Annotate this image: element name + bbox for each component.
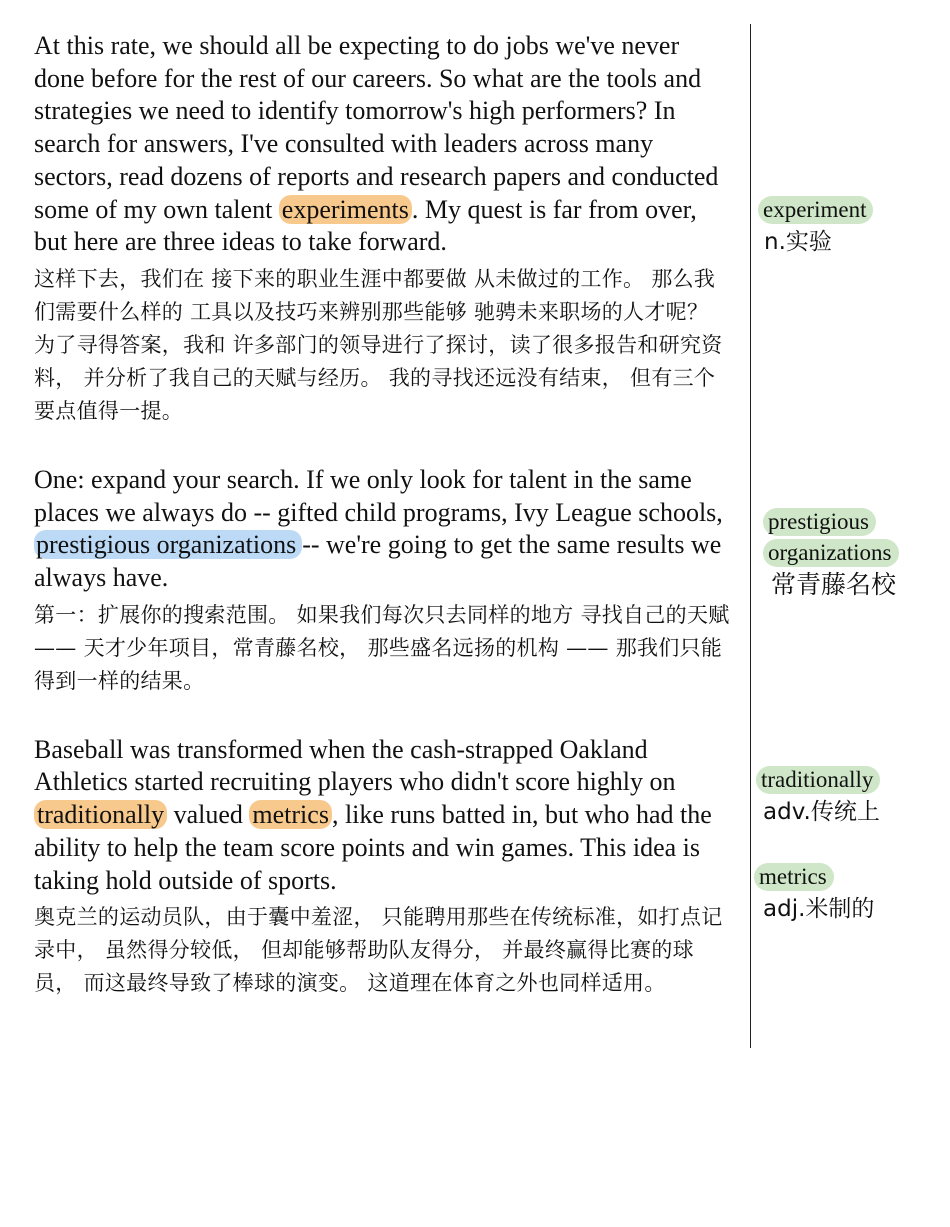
gloss-word-metrics[interactable]: metrics: [754, 863, 834, 891]
gloss-word-experiment[interactable]: experiment: [758, 196, 873, 224]
gloss-def-experiment: n.实验: [764, 229, 832, 255]
highlight-prestigious-organizations[interactable]: prestigious organizations: [34, 530, 302, 559]
column-divider: [750, 24, 751, 1048]
paragraph-1-chinese: 这样下去，我们在 接下来的职业生涯中都要做 从未做过的工作。 那么我们需要什么样的 工具以及技巧来辨别那些能够 驰骋未来职场的人才呢？ 为了寻得答案，我和 许多部门的领导进行了探讨，读了很多报告和研究资料， 并分析了我自己的天赋与经历。 我的寻找还远没有结束， 但有三个要点值得一提。: [34, 266, 723, 423]
highlight-experiments[interactable]: experiments: [279, 195, 412, 224]
gloss-word-organizations[interactable]: organizations: [763, 539, 899, 567]
gloss-word-traditionally[interactable]: traditionally: [756, 766, 880, 794]
highlight-traditionally[interactable]: traditionally: [34, 800, 167, 829]
gloss-prestigious-organizations: [763, 508, 899, 601]
gloss-traditionally: [756, 766, 880, 828]
paragraph-2: [34, 464, 734, 698]
article-body: [34, 30, 734, 1000]
gloss-def-traditionally: adv.传统上: [763, 799, 880, 825]
paragraph-3-english: Baseball was transformed when the cash-strapped Oakland Athletics started recruiting players who didn't score highly on traditionally valued metrics , like runs batted in, but who had the ability to help the team score points and win games. This idea is taking hold outside of sports.: [34, 734, 712, 895]
highlight-metrics[interactable]: metrics: [249, 800, 332, 829]
paragraph-2-english: One: expand your search. If we only look for talent in the same places we always do -- gifted child programs, Ivy League schools, prestigious organizations -- we're going to get the same results we always have.: [34, 464, 723, 593]
gloss-def-prestigious-organizations: 常青藤名校: [771, 570, 897, 599]
gloss-experiment: [758, 196, 873, 258]
gloss-def-metrics: adj.米制的: [763, 896, 875, 922]
paragraph-1: [34, 30, 734, 428]
paragraph-3: [34, 734, 734, 1001]
paragraph-3-chinese: 奥克兰的运动员队，由于囊中羞涩， 只能聘用那些在传统标准，如打点记录中， 虽然得分较低， 但却能够帮助队友得分， 并最终赢得比赛的球员， 而这最终导致了棒球的演变。 这道理在体育之外也同样适用。: [34, 905, 723, 996]
paragraph-1-english: At this rate, we should all be expecting to do jobs we've never done before for the rest of our careers. So what are the tools and strategies we need to identify tomorrow's high performers? In search for answers, I've consulted with leaders across many sectors, read dozens of reports and research papers and conducted some of my own talent experiments . My quest is far from over, but here are three ideas to take forward.: [34, 31, 719, 257]
paragraph-2-chinese: 第一：扩展你的搜索范围。 如果我们每次只去同样的地方 寻找自己的天赋—— 天才少年项目，常青藤名校， 那些盛名远扬的机构 —— 那我们只能得到一样的结果。: [34, 602, 730, 693]
gloss-metrics: [754, 863, 874, 925]
gloss-word-prestigious[interactable]: prestigious: [763, 508, 876, 536]
